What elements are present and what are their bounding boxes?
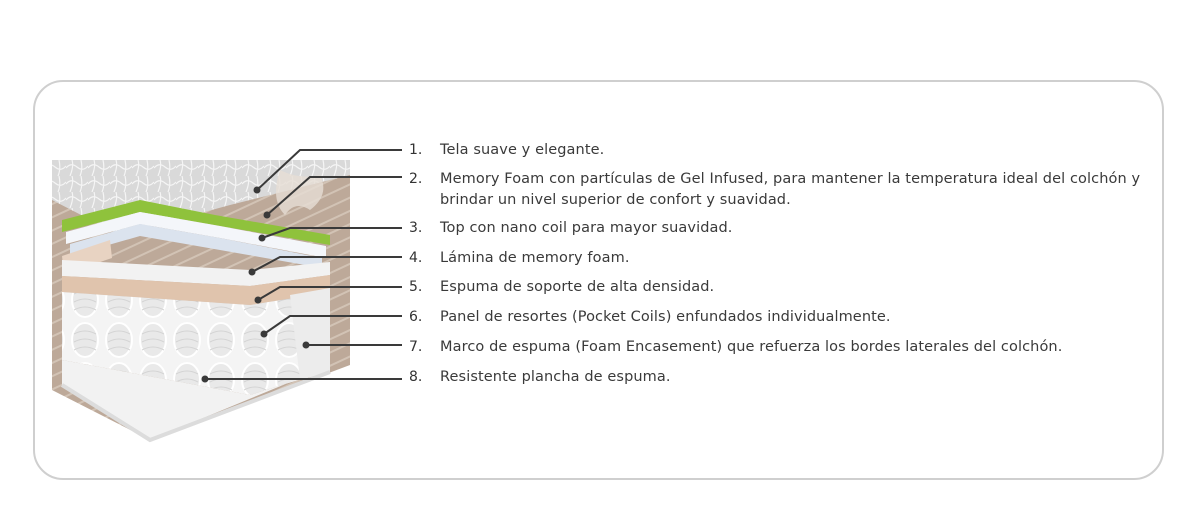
layer-description: Panel de resortes (Pocket Coils) enfundados individualmente. <box>440 309 891 325</box>
layer-description: Tela suave y elegante. <box>440 142 605 158</box>
layer-number: 1. <box>409 142 423 158</box>
layer-description: Memory Foam con partículas de Gel Infused, para mantener la temperatura ideal del colchón y brindar un nivel superior de confort y suavidad. <box>440 171 1141 208</box>
layer-number: 7. <box>409 339 423 355</box>
layer-description: Resistente plancha de espuma. <box>440 369 671 385</box>
layer-number: 4. <box>409 250 423 266</box>
layer-number: 5. <box>409 279 423 295</box>
layer-number: 6. <box>409 309 423 325</box>
layer-description: Espuma de soporte de alta densidad. <box>440 279 715 295</box>
layer-description: Top con nano coil para mayor suavidad. <box>440 220 733 236</box>
layer-number: 8. <box>409 369 423 385</box>
layer-description: Marco de espuma (Foam Encasement) que refuerza los bordes laterales del colchón. <box>440 339 1063 355</box>
layer-number: 2. <box>409 171 423 187</box>
layer-description: Lámina de memory foam. <box>440 250 630 266</box>
layer-number: 3. <box>409 220 423 236</box>
